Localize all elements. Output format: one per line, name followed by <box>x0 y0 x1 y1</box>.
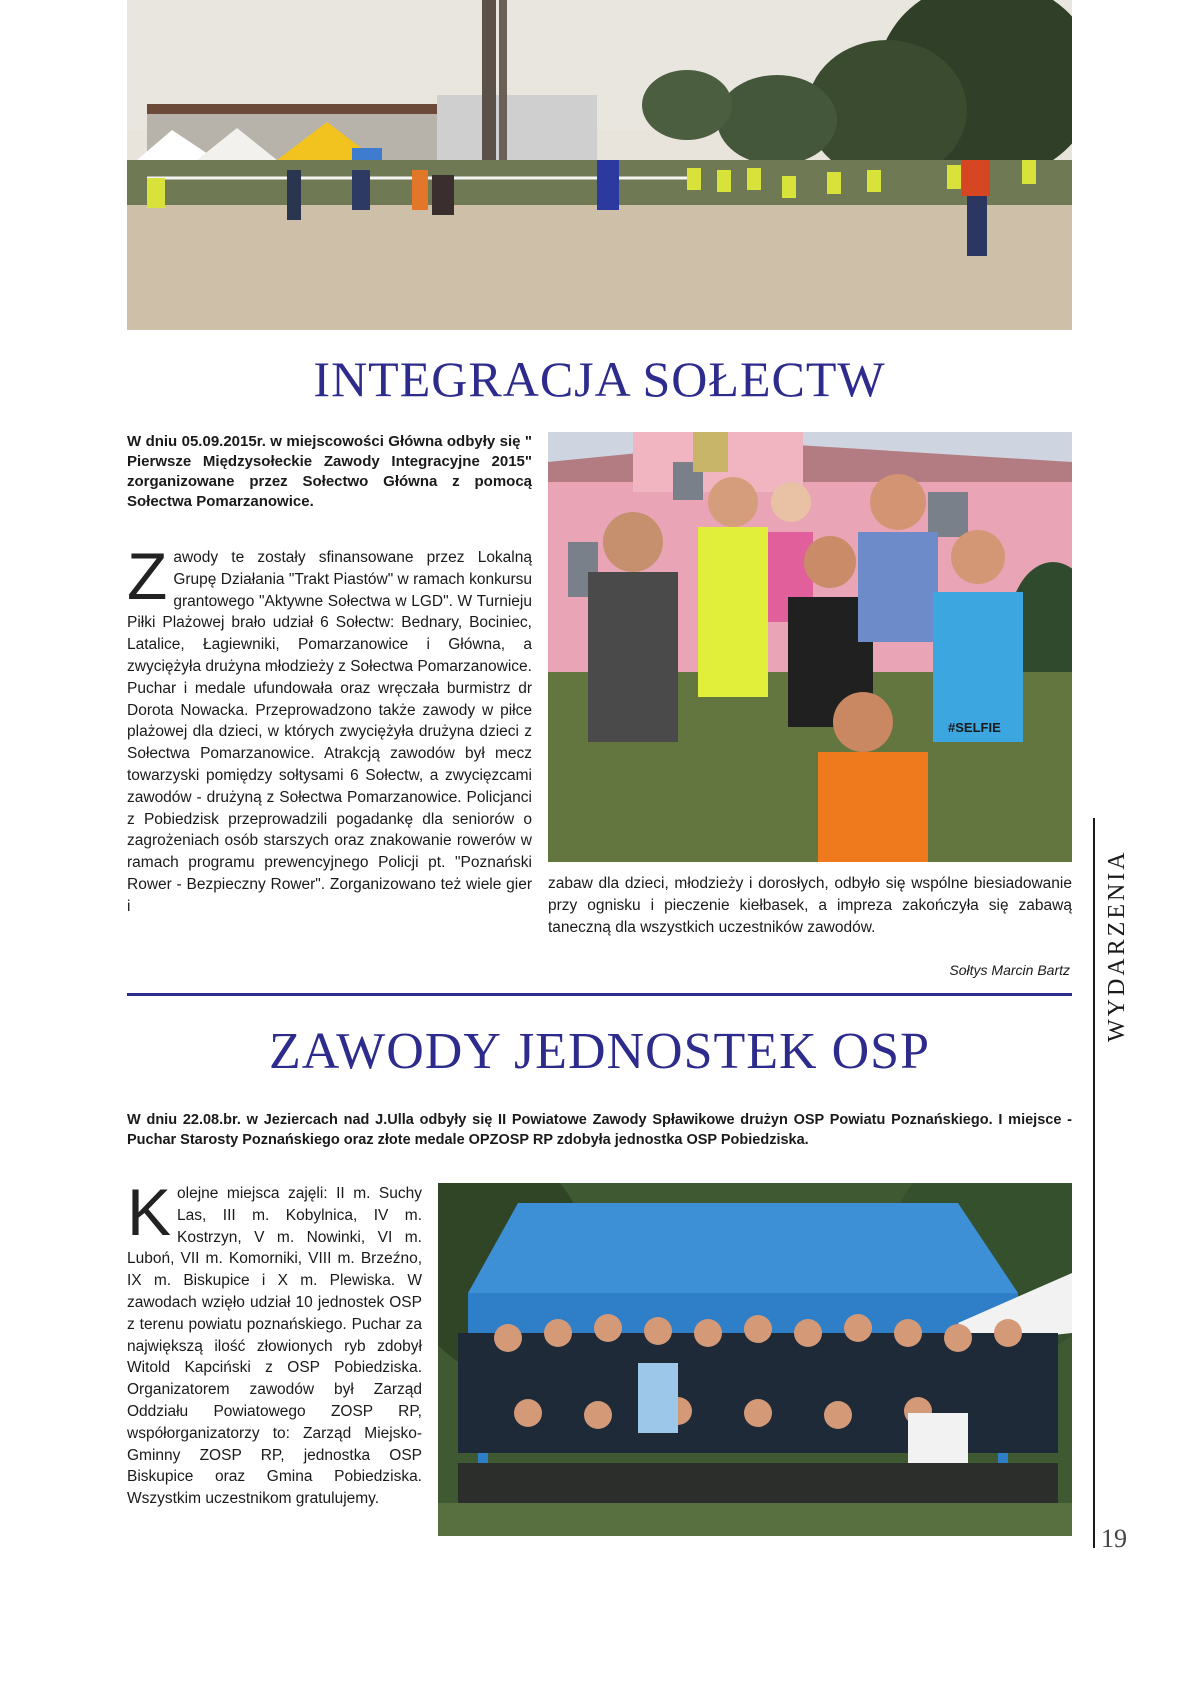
article2-body-text: olejne miejsca zajęli: II m. Suchy Las, III m. Kobylnica, IV m. Kostrzyn, V m. Nowinki, VI m. Luboń, VII m. Komorniki, VIII m. Brzeźno, IX m. Biskupice i X m. Plewiska. W zawodach wzięło udział 10 jednostek OSP z terenu powiatu poznańskiego. Puchar za największą ilość złowionych ryb zdobył Witold Kapciński z OSP Pobiedziska. Organizatorem zawodów był Zarząd Oddziału Powiatowego ZOSP RP, współorganizatorzy to: Zarząd Miejsko-Gminny ZOSP RP, jednostka OSP Biskupice oraz Gmina Pobiedziska. Wszystkim uczestnikom gratulujemy. <box>127 1185 422 1508</box>
section-divider <box>127 993 1072 996</box>
article-body-left <box>127 539 532 918</box>
article-signature: Sołtys Marcin Bartz <box>949 962 1070 978</box>
page-number: 19 <box>1101 1524 1127 1553</box>
photo-beach-volleyball <box>127 0 1072 330</box>
photo-osp-group <box>438 1183 1072 1536</box>
article2-lead: W dniu 22.08.br. w Jeziercach nad J.Ulla odbyły się II Powiatowe Zawody Spławikowe drużyn OSP Powiatu Poznańskiego. I miejsce - Puchar Starosty Poznańskiego oraz złote medale OPZOSP RP zdobyła jednostka OSP Pobiedziska. <box>127 1112 1072 1148</box>
photo-winners-team <box>548 432 1072 862</box>
article-title-integracja: INTEGRACJA SOŁECTW <box>313 351 886 407</box>
article-body-text: awody te zostały sfinansowane przez Lokalną Grupę Działania "Trakt Piastów" w ramach konkursu grantowego "Aktywne Sołectwa w LGD". W Turnieju Piłki Plażowej brało udział 6 Sołectw: Bednary, Bociniec, Latalice, Łagiewniki, Pomarzanowice i Główna, a zwyciężyła drużyna młodzieży z Sołectwa Pomarzanowice. Puchar i medale ufundowała oraz wręczała burmistrz dr Dorota Nowacka. Przeprowadzono także zawody w piłce plażowej dla dzieci, w których zwyciężyła drużyna dzieci z Sołectwa Pomarzanowice. Atrakcją zawodów był mecz towarzyski pomiędzy sołtysami 6 Sołectw, a zwycięzcami zawodów - drużyną z Sołectwa Pomarzanowice. Policjanci z Pobiedzisk przeprowadzili pogadankę dla seniorów o zagrożeniach osób starszych oraz znakowanie rowerów w ramach programu prewencyjnego Policji pt. "Poznański Rower - Bezpieczny Rower". Zorganizowano też wiele gier i <box>127 549 532 915</box>
article2-body <box>127 1175 422 1510</box>
article-title-zawody-osp: ZAWODY JEDNOSTEK OSP <box>268 1023 930 1080</box>
article-body-right: zabaw dla dzieci, młodzieży i dorosłych, odbyło się wspólne biesiadowanie przy ognisku i pieczenie kiełbasek, a impreza zakończyła się zabawą taneczną dla wszystkich uczestników zawodów. <box>548 875 1072 936</box>
margin-vertical-rule <box>1093 818 1095 1548</box>
section-label: WYDARZENIA <box>1104 849 1130 1042</box>
drop-cap-k: K <box>127 1175 172 1249</box>
shirt-text: #SELFIE <box>948 720 1001 735</box>
drop-cap: Z <box>127 539 168 613</box>
article-lead: W dniu 05.09.2015r. w miejscowości Główna odbyły się " Pierwsze Międzysołeckie Zawody Integracyjne 2015" zorganizowane przez Sołectwo Główna z pomocą Sołectwa Pomarzanowice. <box>127 433 532 510</box>
